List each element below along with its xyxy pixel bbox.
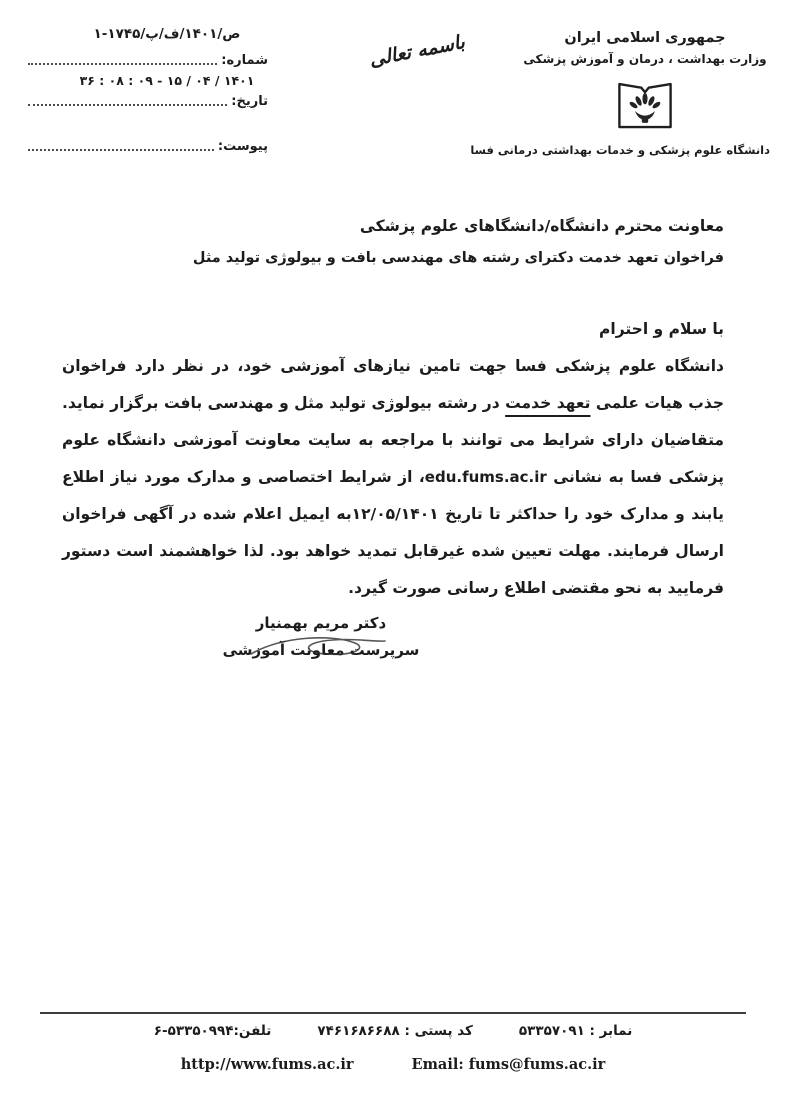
attachment-label: پیوست: [217,139,268,154]
email-address: Email: fums@fums.ac.ir [411,1056,606,1073]
number-label: شماره: [221,53,268,68]
subject-block [62,217,724,266]
body-paragraph [62,348,724,607]
signer-title: سرپرست معاونت آموزشی [222,641,420,659]
subject-line: فراخوان تعهد خدمت دکترای رشته های مهندسی بافت و بیولوژی تولید مثل [192,250,724,266]
country-title: جمهوری اسلامی ایران [564,30,726,46]
website-url: http://www.fums.ac.ir [180,1056,354,1073]
number-dotted-line [28,63,217,65]
footer-contact-row [0,1023,786,1039]
date-row [28,90,268,109]
number-row [28,49,268,68]
footer-divider [40,1012,746,1014]
attachment-dotted-line [28,149,214,151]
date-dotted-line [28,104,227,106]
ministry-title: وزارت بهداشت ، درمان و آموزش پزشکی [523,52,767,66]
recipient-line: معاونت محترم دانشگاه/دانشگاهای علوم پزشکی [359,217,724,235]
phone-number: تلفن:۵۳۳۵۰۹۹۴-۶ [153,1023,272,1039]
university-title: دانشگاه علوم پزشکی و خدمات بهداشتی درمانی فسا [470,143,770,157]
underlined-phrase: تعهد خدمت [505,394,591,412]
letterhead-block [470,30,770,157]
attachment-row [28,135,268,154]
letter-datetime-value: ۱۴۰۱ / ۰۴ / ۱۵ - ۰۹ : ۰۸ : ۳۶ [79,73,255,88]
body-text-2: در رشته بیولوژی تولید مثل و مهندسی بافت برگزار نماید. متقاضیان دارای شرایط می توانند با مراجعه به سایت معاونت آموزشی دانشگاه علوم پزشکی فسا به نشانی [62,394,724,486]
body-text-3: ، از شرایط اختصاصی و مدارک مورد نیاز اطلاع یابند و مدارک خود را حداکثر تا تاریخ ۱۲/۰۵/۱۴۰۱به ایمیل اعلام شده در آگهی فراخوان ارسال فرمایند. مهلت تعیین شده غیرقابل تمدید خواهد بود. لذا خواهشمند است دستور فرمایید به نحو مقتضی اطلاع رسانی صورت گیرد. [62,468,724,597]
signer-name: دکتر مریم بهمنیار [255,614,387,632]
footer-web-row [0,1056,786,1073]
salutation: با سلام و احترام [599,320,724,338]
postal-code: کد پستی : ۷۴۶۱۶۸۶۶۸۸ [317,1023,473,1039]
edu-website-text: edu.fums.ac.ir [424,468,547,486]
date-label: تاریخ: [231,94,268,109]
university-logo-icon [613,75,677,137]
reference-block [28,26,268,154]
body-text-1: دانشگاه علوم پزشکی فسا جهت تامین نیازهای آموزشی خود، در نظر دارد فراخوان جذب هیات علمی [62,357,724,412]
fax-number: نمابر : ۵۳۳۵۷۰۹۱ [518,1023,633,1039]
letter-body [62,311,724,607]
signature-block [188,610,454,664]
letter-number-value: ص/۱۴۰۱/ف/پ/۱۷۴۵-۱ [93,26,241,42]
besmele-calligraphy: باسمه تعالی [367,30,467,72]
